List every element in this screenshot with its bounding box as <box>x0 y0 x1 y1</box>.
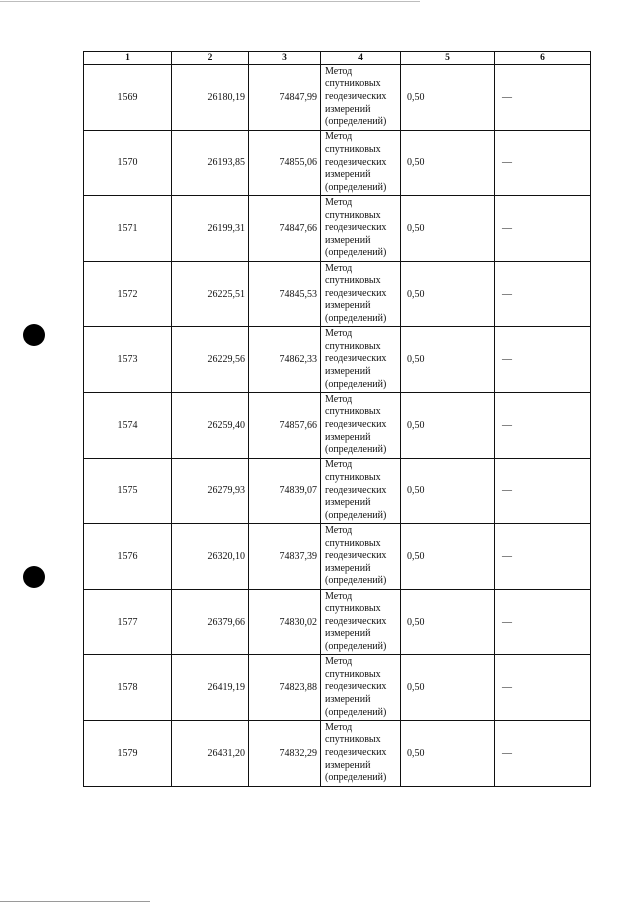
table-row <box>84 720 591 786</box>
table-row <box>84 524 591 590</box>
coordinate-y-cell: 74857,66 <box>249 392 321 458</box>
method-line: Метод <box>325 328 353 340</box>
method-line: Метод <box>325 131 353 143</box>
method-line: геодезических <box>325 222 387 234</box>
table-header-row <box>84 52 591 65</box>
punch-hole-upper <box>23 324 45 346</box>
point-number-cell: 1579 <box>84 720 172 786</box>
coordinate-y-cell: 74862,33 <box>249 327 321 393</box>
method-line: спутниковых <box>325 471 381 483</box>
point-number-cell: 1569 <box>84 65 172 131</box>
method-line: Метод <box>325 393 353 405</box>
table-row <box>84 458 591 524</box>
note-cell: — <box>495 65 591 131</box>
coordinate-x-cell: 26379,66 <box>172 589 249 655</box>
column-header-5: 5 <box>401 52 495 65</box>
coordinate-x-cell: 26193,85 <box>172 130 249 196</box>
method-line: спутниковых <box>325 603 381 615</box>
method-line: измерений <box>325 693 371 705</box>
method-line: (определений) <box>325 575 387 587</box>
method-line: измерений <box>325 300 371 312</box>
method-line: измерений <box>325 497 371 509</box>
method-line: спутниковых <box>325 668 381 680</box>
method-line: геодезических <box>325 91 387 102</box>
method-line: (определений) <box>325 509 387 521</box>
method-line: спутниковых <box>325 734 381 746</box>
method-line: геодезических <box>325 615 387 627</box>
point-number-cell: 1572 <box>84 261 172 327</box>
column-header-3: 3 <box>249 52 321 65</box>
method-line: спутниковых <box>325 537 381 549</box>
note-cell: — <box>495 392 591 458</box>
column-header-4: 4 <box>321 52 401 65</box>
table-body <box>84 65 591 787</box>
coordinate-x-cell: 26320,10 <box>172 524 249 590</box>
coordinates-table <box>83 51 591 787</box>
point-number-cell: 1578 <box>84 655 172 721</box>
method-line: геодезических <box>325 156 387 168</box>
note-cell: — <box>495 524 591 590</box>
method-line: (определений) <box>325 116 387 128</box>
point-number-cell: 1576 <box>84 524 172 590</box>
note-cell: — <box>495 589 591 655</box>
method-line: спутниковых <box>325 78 381 90</box>
point-number-cell: 1577 <box>84 589 172 655</box>
method-cell <box>321 392 401 458</box>
method-line: (определений) <box>325 247 387 259</box>
method-line: (определений) <box>325 772 387 784</box>
method-line: Метод <box>325 459 353 471</box>
accuracy-cell: 0,50 <box>401 524 495 590</box>
point-number-cell: 1574 <box>84 392 172 458</box>
method-line: измерений <box>325 759 371 771</box>
method-line: геодезических <box>325 550 387 562</box>
point-number-cell: 1570 <box>84 130 172 196</box>
note-cell: — <box>495 720 591 786</box>
point-number-cell: 1575 <box>84 458 172 524</box>
column-header-6: 6 <box>495 52 591 65</box>
punch-hole-lower <box>23 566 45 588</box>
method-line: геодезических <box>325 353 387 365</box>
coordinate-y-cell: 74855,06 <box>249 130 321 196</box>
method-line: измерений <box>325 169 371 181</box>
note-cell: — <box>495 196 591 262</box>
note-cell: — <box>495 655 591 721</box>
method-line: геодезических <box>325 746 387 758</box>
method-cell <box>321 655 401 721</box>
method-line: Метод <box>325 590 353 602</box>
coordinate-x-cell: 26419,19 <box>172 655 249 721</box>
coordinate-x-cell: 26229,56 <box>172 327 249 393</box>
coordinate-y-cell: 74839,07 <box>249 458 321 524</box>
coordinate-y-cell: 74837,39 <box>249 524 321 590</box>
accuracy-cell: 0,50 <box>401 392 495 458</box>
point-number-cell: 1571 <box>84 196 172 262</box>
method-line: (определений) <box>325 444 387 456</box>
method-line: измерений <box>325 234 371 246</box>
method-line: (определений) <box>325 181 387 193</box>
method-line: Метод <box>325 262 353 274</box>
table-row <box>84 392 591 458</box>
coordinate-y-cell: 74845,53 <box>249 261 321 327</box>
accuracy-cell: 0,50 <box>401 327 495 393</box>
method-line: спутниковых <box>325 340 381 352</box>
table-row <box>84 655 591 721</box>
method-line: геодезических <box>325 287 387 299</box>
accuracy-cell: 0,50 <box>401 589 495 655</box>
method-cell <box>321 327 401 393</box>
coordinate-y-cell: 74830,02 <box>249 589 321 655</box>
method-line: (определений) <box>325 706 387 718</box>
accuracy-cell: 0,50 <box>401 458 495 524</box>
method-line: измерений <box>325 431 371 443</box>
coordinate-x-cell: 26199,31 <box>172 196 249 262</box>
accuracy-cell: 0,50 <box>401 720 495 786</box>
table-row <box>84 65 591 131</box>
coordinate-x-cell: 26225,51 <box>172 261 249 327</box>
bottom-edge-rule <box>0 901 150 902</box>
method-line: Метод <box>325 197 353 208</box>
accuracy-cell: 0,50 <box>401 130 495 196</box>
note-cell: — <box>495 261 591 327</box>
table-row <box>84 196 591 262</box>
method-cell <box>321 524 401 590</box>
method-line: спутниковых <box>325 275 381 287</box>
method-cell <box>321 458 401 524</box>
method-line: (определений) <box>325 312 387 324</box>
accuracy-cell: 0,50 <box>401 655 495 721</box>
coordinate-y-cell: 74832,29 <box>249 720 321 786</box>
method-cell <box>321 261 401 327</box>
table-row <box>84 261 591 327</box>
method-line: (определений) <box>325 640 387 652</box>
accuracy-cell: 0,50 <box>401 196 495 262</box>
method-line: Метод <box>325 524 353 536</box>
method-line: спутниковых <box>325 144 381 155</box>
coordinate-x-cell: 26279,93 <box>172 458 249 524</box>
method-line: геодезических <box>325 681 387 693</box>
column-header-2: 2 <box>172 52 249 65</box>
coordinate-y-cell: 74847,99 <box>249 65 321 131</box>
method-line: измерений <box>325 562 371 574</box>
top-edge-rule <box>0 1 420 2</box>
method-line: измерений <box>325 365 371 377</box>
note-cell: — <box>495 458 591 524</box>
method-line: Метод <box>325 721 353 733</box>
note-cell: — <box>495 130 591 196</box>
accuracy-cell: 0,50 <box>401 65 495 131</box>
method-cell <box>321 589 401 655</box>
method-line: спутниковых <box>325 209 381 221</box>
table-row <box>84 130 591 196</box>
method-line: Метод <box>325 65 353 77</box>
column-header-1: 1 <box>84 52 172 65</box>
table-row <box>84 327 591 393</box>
note-cell: — <box>495 327 591 393</box>
coordinate-y-cell: 74847,66 <box>249 196 321 262</box>
method-cell <box>321 196 401 262</box>
method-line: геодезических <box>325 484 387 496</box>
method-cell <box>321 720 401 786</box>
coordinate-y-cell: 74823,88 <box>249 655 321 721</box>
method-line: измерений <box>325 628 371 640</box>
method-line: (определений) <box>325 378 387 390</box>
method-line: геодезических <box>325 418 387 430</box>
coordinate-x-cell: 26259,40 <box>172 392 249 458</box>
accuracy-cell: 0,50 <box>401 261 495 327</box>
method-line: Метод <box>325 656 353 668</box>
point-number-cell: 1573 <box>84 327 172 393</box>
coordinate-x-cell: 26431,20 <box>172 720 249 786</box>
coordinate-x-cell: 26180,19 <box>172 65 249 131</box>
method-line: измерений <box>325 103 371 115</box>
method-line: спутниковых <box>325 406 381 418</box>
method-cell <box>321 130 401 196</box>
method-cell <box>321 65 401 131</box>
table-row <box>84 589 591 655</box>
